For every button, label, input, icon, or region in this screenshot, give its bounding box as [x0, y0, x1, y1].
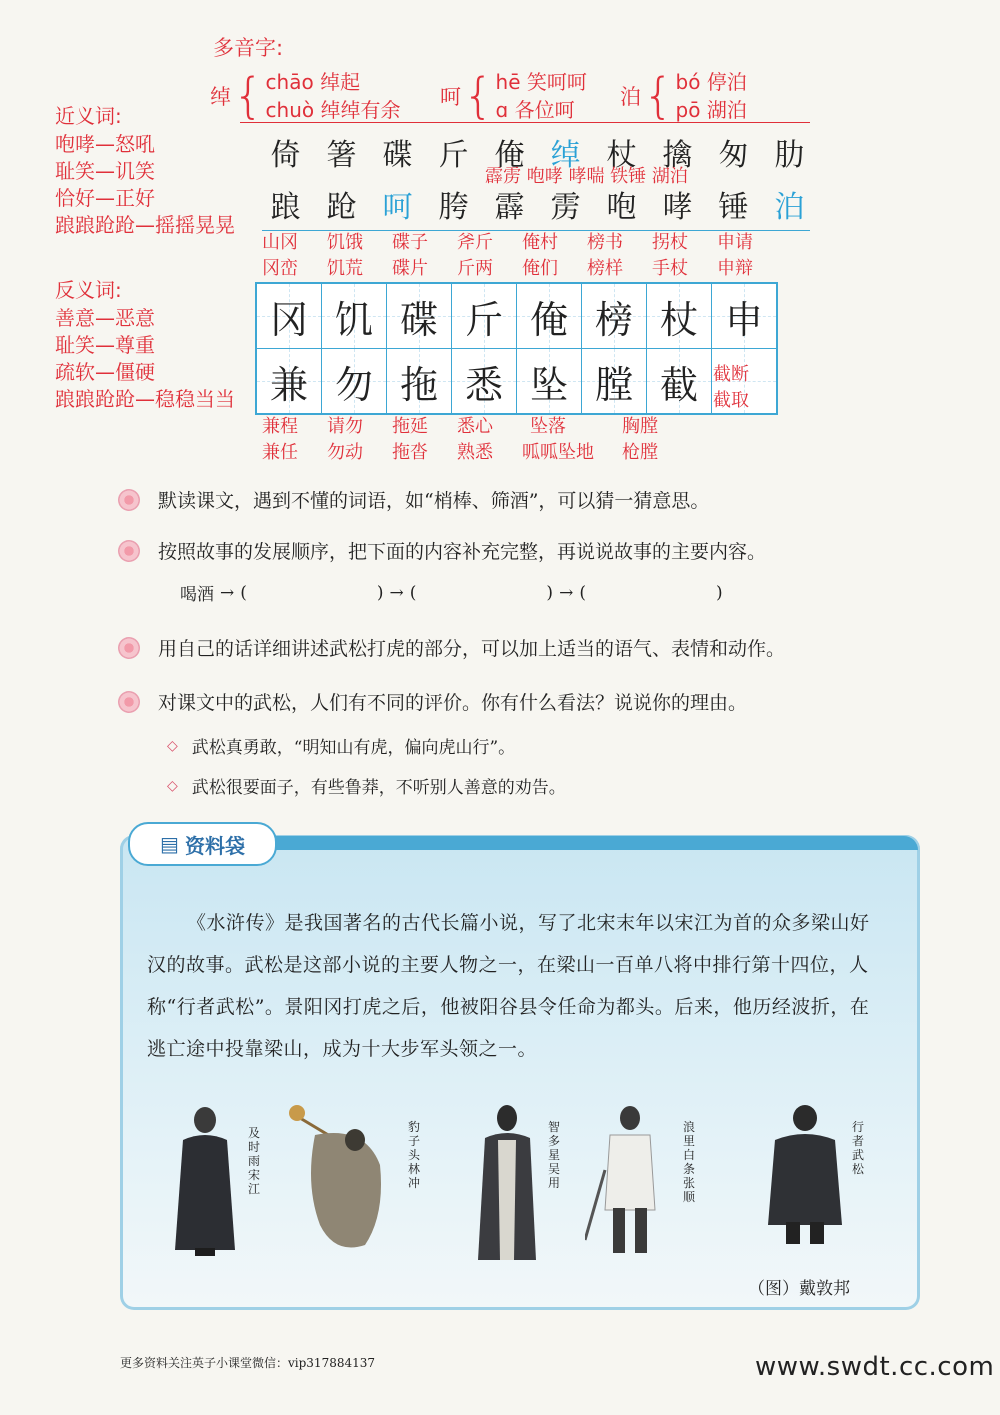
grid-cell: 榜 — [582, 284, 647, 349]
bullet-icon — [118, 637, 140, 659]
pinyin-line: ɑ 各位呵 — [495, 98, 575, 122]
word-pair: 申请 申辩 — [717, 232, 753, 279]
red-rule — [240, 122, 810, 123]
resource-text: 《水浒传》是我国著名的古代长篇小说，写了北宋末年以宋江为首的众多梁山好汉的故事。武松是这部小说的主要人物之一，在梁山一百单八将中排行第十四位，人称“行者武松”。景阳冈打虎之后，他被阳谷县令任命为都头。后来，他历经波折，在逃亡途中投靠梁山，成为十大步军头领之一。 — [147, 912, 870, 1060]
char: 咆 — [606, 190, 637, 225]
figure-songjiang — [165, 1100, 245, 1260]
brace: { — [643, 68, 674, 124]
bullet-icon — [118, 691, 140, 713]
grid-cell: 杖 — [647, 284, 712, 349]
word-pair: 拐杖 手杖 — [652, 232, 688, 279]
grid-cell: 冈 — [257, 284, 322, 349]
word-pair: 榜书 榜样 — [587, 232, 623, 279]
char: 踉 — [270, 190, 301, 225]
grid-cell: 碟 — [387, 284, 452, 349]
figure-wuyong — [470, 1100, 545, 1270]
arrow-icon: → — [220, 582, 235, 603]
word-pair: 斧斤 斤两 — [457, 232, 493, 279]
char: 箸 — [326, 138, 357, 173]
synonym-item: 踉踉跄跄—摇摇晃晃 — [55, 213, 235, 237]
char: 俺 — [494, 138, 525, 173]
antonym-item: 疏软—僵硬 — [55, 360, 155, 384]
word-pair: 拖延 拖沓 — [392, 416, 428, 463]
figure-wusong — [760, 1100, 850, 1250]
grid-cell: 截 — [647, 349, 712, 413]
word-pair: 俺村 俺们 — [522, 232, 558, 279]
writing-grid — [255, 282, 778, 415]
pinyin-line: chuò 绰绰有余 — [265, 98, 401, 122]
pinyin-line: pō 湖泊 — [675, 98, 747, 122]
watermark: www.swdt.cc.com — [755, 1352, 995, 1382]
opinion-2: ◇ 武松很要面子，有些鲁莽，不听别人善意的劝告。 — [167, 777, 566, 798]
polyphonic-head: 泊 — [620, 85, 641, 109]
grid-cell: 兼 — [257, 349, 322, 413]
word-pair: 请勿 勿动 — [327, 416, 363, 463]
brace: { — [463, 68, 494, 124]
char: 雳 — [550, 190, 581, 225]
arrow-icon: → — [389, 582, 404, 603]
char-highlight: 泊 — [774, 190, 805, 225]
figure-label: 智多星吴用 — [548, 1120, 561, 1190]
question-4: 对课文中的武松，人们有不同的评价。你有什么看法？说说你的理由。 — [118, 688, 747, 715]
illustration-credit: （图）戴敦邦 — [748, 1279, 850, 1299]
grid-row-1 — [257, 284, 776, 349]
arrow-icon: → — [559, 582, 574, 603]
grid-cell: 饥 — [322, 284, 387, 349]
grid-cell: 申 — [712, 284, 776, 349]
synonym-item: 恰好—正好 — [55, 186, 155, 210]
grid-row-2 — [257, 349, 776, 413]
grid-cell: 悉 — [452, 349, 517, 413]
polyphonic-group-chuo — [210, 68, 401, 124]
bullet-icon — [118, 540, 140, 562]
pinyin-line: hē 笑呵呵 — [495, 70, 587, 94]
figure-label: 及时雨宋江 — [248, 1126, 261, 1196]
opinion-1: ◇ 武松真勇敢，“明知山有虎，偏向虎山行”。 — [167, 737, 516, 758]
grid-cell: 勿 — [322, 349, 387, 413]
char-highlight: 呵 — [382, 190, 413, 225]
question-2: 按照故事的发展顺序，把下面的内容补充完整，再说说故事的主要内容。 — [118, 537, 766, 564]
question-1: 默读课文，遇到不懂的词语，如“梢棒、筛酒”，可以猜一猜意思。 — [118, 486, 709, 513]
diamond-icon: ◇ — [167, 737, 178, 754]
pinyin-line: bó 停泊 — [675, 70, 747, 94]
word-pairs-top — [262, 230, 782, 282]
grid-cell: 斤 — [452, 284, 517, 349]
polyphonic-group-bo — [620, 68, 747, 124]
word-pair: 饥饿 饥荒 — [327, 232, 363, 279]
grid-cell: 坠 — [517, 349, 582, 413]
pinyin-line: chāo 绰起 — [265, 70, 361, 94]
word-pair: 胸膛 枪膛 — [622, 416, 658, 463]
word-pair: 坠落 呱呱坠地 — [522, 416, 594, 463]
char: 碟 — [382, 138, 413, 173]
figure-zhangshun — [585, 1100, 675, 1260]
word-pair: 兼程 兼任 — [262, 416, 298, 463]
char-highlight: 绰 — [550, 138, 581, 173]
brace: { — [233, 68, 264, 124]
book-icon: ▤ — [160, 832, 179, 856]
char: 霹 — [494, 190, 525, 225]
polyphonic-head: 绰 — [210, 85, 231, 109]
polyphonic-head: 呵 — [440, 85, 461, 109]
char: 跄 — [326, 190, 357, 225]
char: 胯 — [438, 190, 469, 225]
bullet-icon — [118, 489, 140, 511]
figure-label: 豹子头林冲 — [408, 1120, 421, 1190]
antonyms-note — [55, 277, 235, 413]
char: 擒 — [662, 138, 693, 173]
char: 倚 — [270, 138, 301, 173]
grid-cell: 俺 — [517, 284, 582, 349]
polyphonic-group-he — [440, 68, 587, 124]
char-row-2 — [262, 182, 813, 226]
resource-tab: ▤ 资料袋 — [128, 822, 277, 866]
synonyms-title: 近义词: — [55, 104, 122, 128]
char: 杖 — [606, 138, 637, 173]
char: 匆 — [718, 138, 749, 173]
char: 肋 — [774, 138, 805, 173]
synonym-item: 咆哮—怒吼 — [55, 132, 155, 156]
figure-label: 行者武松 — [852, 1120, 865, 1176]
resource-tab-strip — [270, 836, 918, 850]
antonym-item: 耻笑—尊重 — [55, 333, 155, 357]
antonyms-title: 反义词: — [55, 278, 122, 302]
figure-label: 浪里白条张顺 — [683, 1120, 696, 1204]
synonyms-note — [55, 103, 235, 239]
synonym-item: 耻笑—讥笑 — [55, 159, 155, 183]
word-pair: 悉心 熟悉 — [457, 416, 493, 463]
figure-linchong — [285, 1095, 395, 1255]
row1-notes: 霹雳 咆哮 哮喘 铁锤 湖泊 — [485, 166, 688, 187]
char: 锤 — [718, 190, 749, 225]
char: 哮 — [662, 190, 693, 225]
word-pair: 山冈 冈峦 — [262, 232, 298, 279]
char: 斤 — [438, 138, 469, 173]
word-pairs-bottom — [262, 414, 687, 466]
grid-cell: 膛 — [582, 349, 647, 413]
polyphonic-title: 多音字: — [213, 36, 284, 60]
sequence-blanks: 喝酒 → ( ) → ( ) → ( ) — [180, 582, 723, 605]
antonym-item: 踉踉跄跄—稳稳当当 — [55, 387, 235, 411]
grid-cell: 拖 — [387, 349, 452, 413]
jie-notes: 截断 截取 — [713, 364, 749, 411]
word-pair: 碟子 碟片 — [392, 232, 428, 279]
diamond-icon: ◇ — [167, 777, 178, 794]
antonym-item: 善意—恶意 — [55, 306, 155, 330]
question-3: 用自己的话详细讲述武松打虎的部分，可以加上适当的语气、表情和动作。 — [118, 634, 785, 661]
footer-note: 更多资料关注英子小课堂微信：vip317884137 — [120, 1356, 376, 1370]
